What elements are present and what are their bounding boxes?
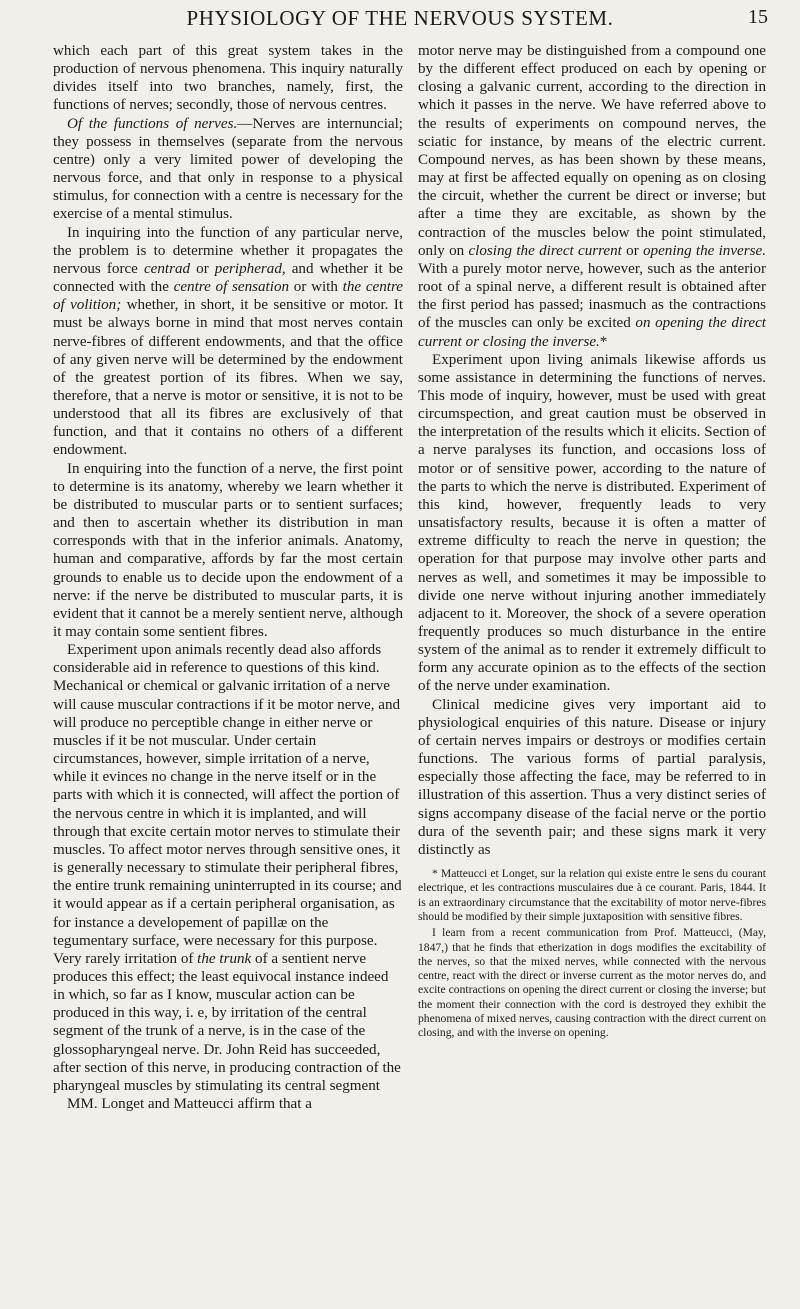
italic-run: centre of sensation [173,279,290,296]
paragraph: MM. Longet and Matteucci affirm that a [67,1096,312,1113]
section-paragraph [53,115,403,224]
running-head-title: PHYSIOLOGY OF THE NERVOUS SYSTEM. [186,6,614,30]
page-number: 15 [748,6,768,28]
text-run: In inquiring into the function of any particular nerve, the problem is to determine whether it propagates the nervous force [53,224,403,277]
italic-run: opening the inverse. [643,242,766,259]
paragraph: Experiment upon living animals likewise affords us some assistance in determining the functions of nerves. This mode of inquiry, however, must be used with great circumspection, and great caution must be observed in the interpretation of the results which it elicits. Section of a nerve paralyses its function, and occasions loss of motor or of sensitive power, according to the nature of the parts to which the nerve is distributed. Experiment of this kind, however, frequently leads to very unsatisfactory results, because it is often a matter of extreme difficulty to reach the nerve in question; the operation for that purpose may involve other parts and nerves as well, and sometimes it may be impossible to divide one nerve without injuring another immediately adjacent to it. Moreover, the shock of a severe operation frequently produces so much disturbance in the entire system of the animal as to render it extremely difficult to form any accurate opinion as to the effects of the section of the nerve under examination. [418,351,766,695]
footnote: * Matteucci et Longet, sur la relation qui existe entre le sens du courant electrique, et les contractions musculaires due à ce courant. Paris, 1844. It is an extraordinary circumstance that the excitability of motor nerve-fibres should be modified by their simple juxtaposition with sensitive fibres. [418,867,766,923]
footnote: I learn from a recent communication from Prof. Matteucci, (May, 1847,) that he finds that etherization in dogs modifies the excitability of the nerves, so that the mixed nerves, while connected with the nervous centre, react with the direct or inverse current as the motor nerves do, and excite contractions on opening the direct current or closing the inverse; but the moment their connection with the cord is destroyed they exhibit the phenomena of mixed nerves, causing contraction with the direct current on closing, and with the inverse on opening. [418,926,766,1040]
italic-run: the trunk [197,950,252,967]
paragraph: Clinical medicine gives very important aid to physiological enquiries of this nature. Disease or injury of certain nerves impairs or destroys or modifies certain functions. The various forms of partial paralysis, especially those affecting the face, may be referred to in illustration of this assertion. Thus a very distinct series of signs accompany disease of the facial nerve or the portio dura of the seventh pair; and these signs mark it very distinctly as [418,696,766,858]
text-run: of a sentient nerve produces this effect; the least equivocal instance indeed in which, so far as I know, muscular action can be produced in this way, i. e, by irritation of the central segment of the trunk of a nerve, is in the case of the glossopharyngeal nerve. Dr. John Reid has succeeded, after section of this nerve, in producing contraction of the pharyngeal muscles by stimulating its central segment [53,950,401,1094]
left-column [53,42,403,1113]
italic-run: centrad [143,260,191,277]
running-head [0,6,800,32]
italic-run: peripherad [214,260,282,277]
section-heading: Of the functions of nerves. [67,115,238,132]
text-run: motor nerve may be distinguished from a compound one by the different effect produced on each by opening or closing a galvanic current, according to the direction in which it passes in the nerve. We have referred above to the results of experiments on compound nerves, the sciatic for instance, by means of the electric current. Compound nerves, as has been shown by these means, may at first be affected equally on opening as on closing the circuit, whether the current be direct or inverse; but after a time they are excitable, as shown by the contraction of the muscles below the point stimulated, only on [418,43,766,259]
text-run: or with [289,279,343,296]
text-run: or [621,242,643,259]
italic-run: on opening the direct current or closing the inverse. [418,315,766,350]
paragraph [53,641,403,1095]
italic-run: closing the direct current [468,242,622,259]
text-run: Experiment upon animals recently dead also affords considerable aid in reference to questions of this kind. Mechanical or chemical or galvanic irritation of a nerve will cause muscular contractions if it be motor nerve, and will produce no perceptible change in either nerve or muscles if it be not muscular. Under certain circumstances, however, simple irritation of a nerve, while it evinces no change in the nerve itself or in the parts with which it is connected, will affect the portion of the nervous centre in which it is implanted, and will through that excite certain motor nerves to stimulate their muscles. To affect motor nerves through sensitive ones, it is generally necessary to stimulate their peripheral fibres, the entire trunk remaining uninterrupted in its course; and it would appear as if a certain peripheral organisation, as for instance a developement of papillæ on the tegumentary surface, were necessary for this purpose. Very rarely irritation of [53,642,402,967]
text-run: whether, in short, it be sensitive or motor. It must be always borne in mind that most nerves contain nerve-fibres of different endowments, and that the office of any given nerve will be determined by the endowment of the greatest portion of its fibres. When we say, therefore, that a nerve is motor or sensitive, it is not to be understood that all its fibres are exclusively of that function, and that it contains no others of a different endowment. [53,297,404,459]
footnotes [418,867,766,1041]
paragraph-text: —Nerves are internuncial; they possess in themselves (separate from the nervous centre) only a very limited power of developing the nervous force, and that only in response to a physical stimulus, for connection with a centre is necessary for the exercise of a mental stimulus. [53,115,404,223]
paragraph: which each part of this great system takes in the production of nervous phenomena. This inquiry naturally divides itself into two branches, namely, first, the functions of nerves; secondly, those of nervous centres. [53,43,403,114]
footnote-marker: * [599,333,608,350]
paragraph [53,224,403,460]
italic-run: the centre of volition; [53,279,403,314]
paragraph: In enquiring into the function of a nerve, the first point to determine is its anatomy, whereby we learn whether it be distributed to muscular parts or to sentient surfaces; and then to ascertain whether its distribution in man corresponds with that in the inferior animals. Anatomy, human and comparative, affords by far the most certain grounds to enable us to decide upon the endowment of a nerve: if the nerve be distributed to muscular parts, it is evident that it cannot be a merely sentient nerve, although it may contain some sentient fibres. [53,460,403,640]
text-run: or [190,260,215,277]
text-run: With a purely motor nerve, however, such as the anterior root of a spinal nerve, a different result is obtained after the first period has passed; inasmuch as the contractions of the muscles can only be excited [418,260,766,332]
text-run: , and whether it be connected with the [53,260,403,296]
right-column [418,42,766,1043]
paragraph [418,42,766,351]
